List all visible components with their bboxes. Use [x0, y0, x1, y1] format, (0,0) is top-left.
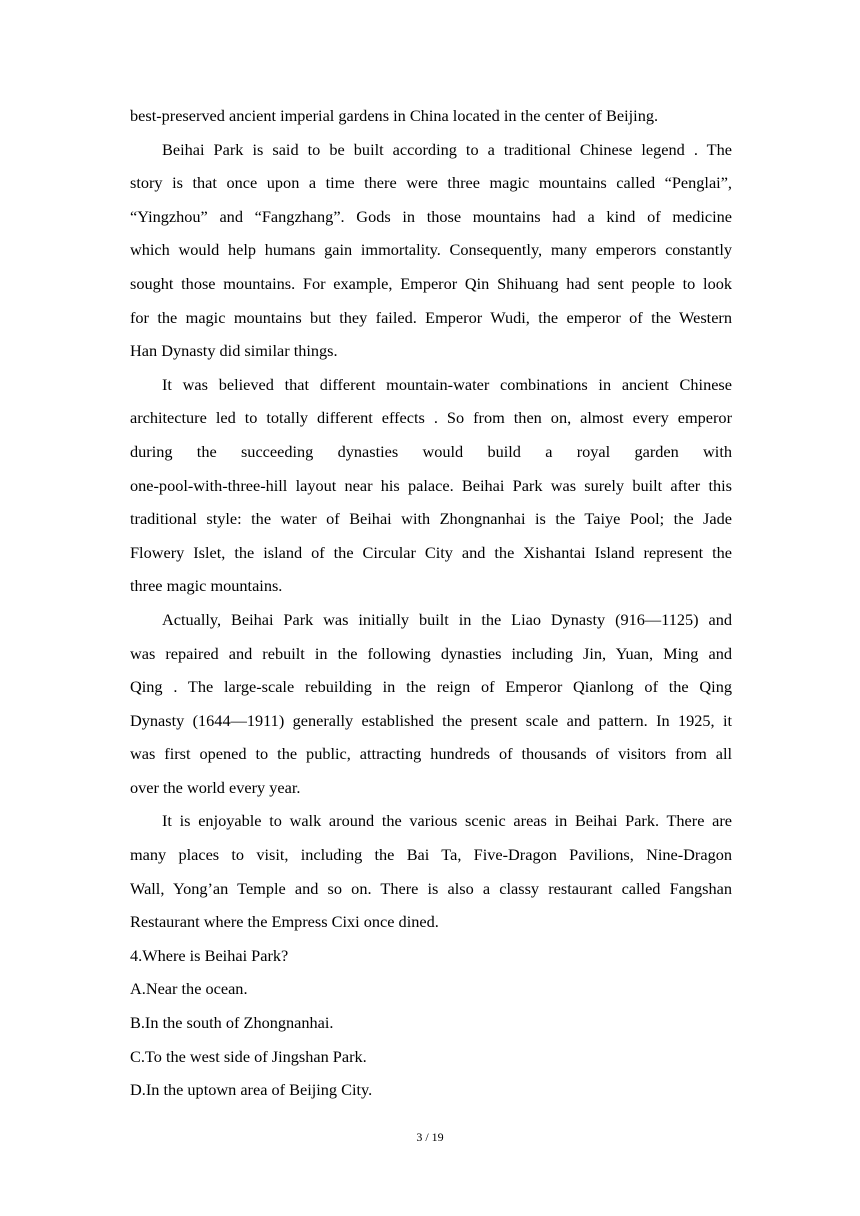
passage-line: story is that once upon a time there were three magic mountains called “Penglai”, [130, 173, 732, 193]
passage-line: Actually, Beihai Park was initially built in the Liao Dynasty (916—1125) and [162, 609, 732, 629]
passage-line: Dynasty (1644—1911) generally established the present scale and pattern. In 1925, it [130, 710, 732, 730]
passage-line: Restaurant where the Empress Cixi once dined. [130, 912, 439, 932]
passage-line: over the world every year. [130, 777, 301, 797]
passage-line: Qing . The large-scale rebuilding in the reign of Emperor Qianlong of the Qing [130, 677, 732, 697]
passage-line: was first opened to the public, attracting hundreds of thousands of visitors from all [130, 744, 732, 764]
passage-line: best-preserved ancient imperial gardens in China located in the center of Beijing. [130, 106, 659, 125]
reading-passage [130, 99, 732, 939]
passage-line: was repaired and rebuilt in the following dynasties including Jin, Yuan, Ming and [130, 643, 732, 663]
question-stem: 4.Where is Beihai Park? [130, 945, 289, 965]
passage-line: one-pool-with-three-hill layout near his palace. Beihai Park was surely built after this [130, 475, 732, 495]
passage-line: sought those mountains. For example, Emperor Qin Shihuang had sent people to look [130, 273, 732, 293]
passage-line: It is enjoyable to walk around the various scenic areas in Beihai Park. There are [162, 811, 732, 831]
answer-option: C.To the west side of Jingshan Park. [130, 1046, 367, 1066]
passage-line: Wall, Yong’an Temple and so on. There is also a classy restaurant called Fangshan [130, 878, 732, 898]
passage-line: architecture led to totally different effects . So from then on, almost every emperor [130, 408, 732, 428]
passage-line: for the magic mountains but they failed. Emperor Wudi, the emperor of the Western [130, 307, 732, 327]
answer-option: A.Near the ocean. [130, 979, 248, 999]
passage-line: Beihai Park is said to be built according to a traditional Chinese legend . The [162, 139, 732, 159]
passage-line: which would help humans gain immortality. Consequently, many emperors constantly [130, 240, 732, 260]
passage-line: many places to visit, including the Bai Ta, Five-Dragon Pavilions, Nine-Dragon [130, 845, 732, 865]
passage-line: It was believed that different mountain-water combinations in ancient Chinese [162, 374, 732, 394]
question-block [130, 939, 732, 1107]
passage-line: “Yingzhou” and “Fangzhang”. Gods in those mountains had a kind of medicine [130, 206, 732, 226]
document-page [130, 99, 732, 1107]
answer-options [130, 972, 732, 1106]
passage-line: traditional style: the water of Beihai with Zhongnanhai is the Taiye Pool; the Jade [130, 509, 732, 529]
answer-option: D.In the uptown area of Beijing City. [130, 1080, 373, 1100]
answer-option: B.In the south of Zhongnanhai. [130, 1013, 334, 1033]
passage-line: Han Dynasty did similar things. [130, 341, 338, 361]
passage-line: during the succeeding dynasties would build a royal garden with [130, 441, 732, 461]
passage-line: three magic mountains. [130, 576, 283, 596]
page-number: 3 / 19 [416, 1130, 444, 1144]
passage-line: Flowery Islet, the island of the Circular City and the Xishantai Island represent the [130, 542, 732, 562]
